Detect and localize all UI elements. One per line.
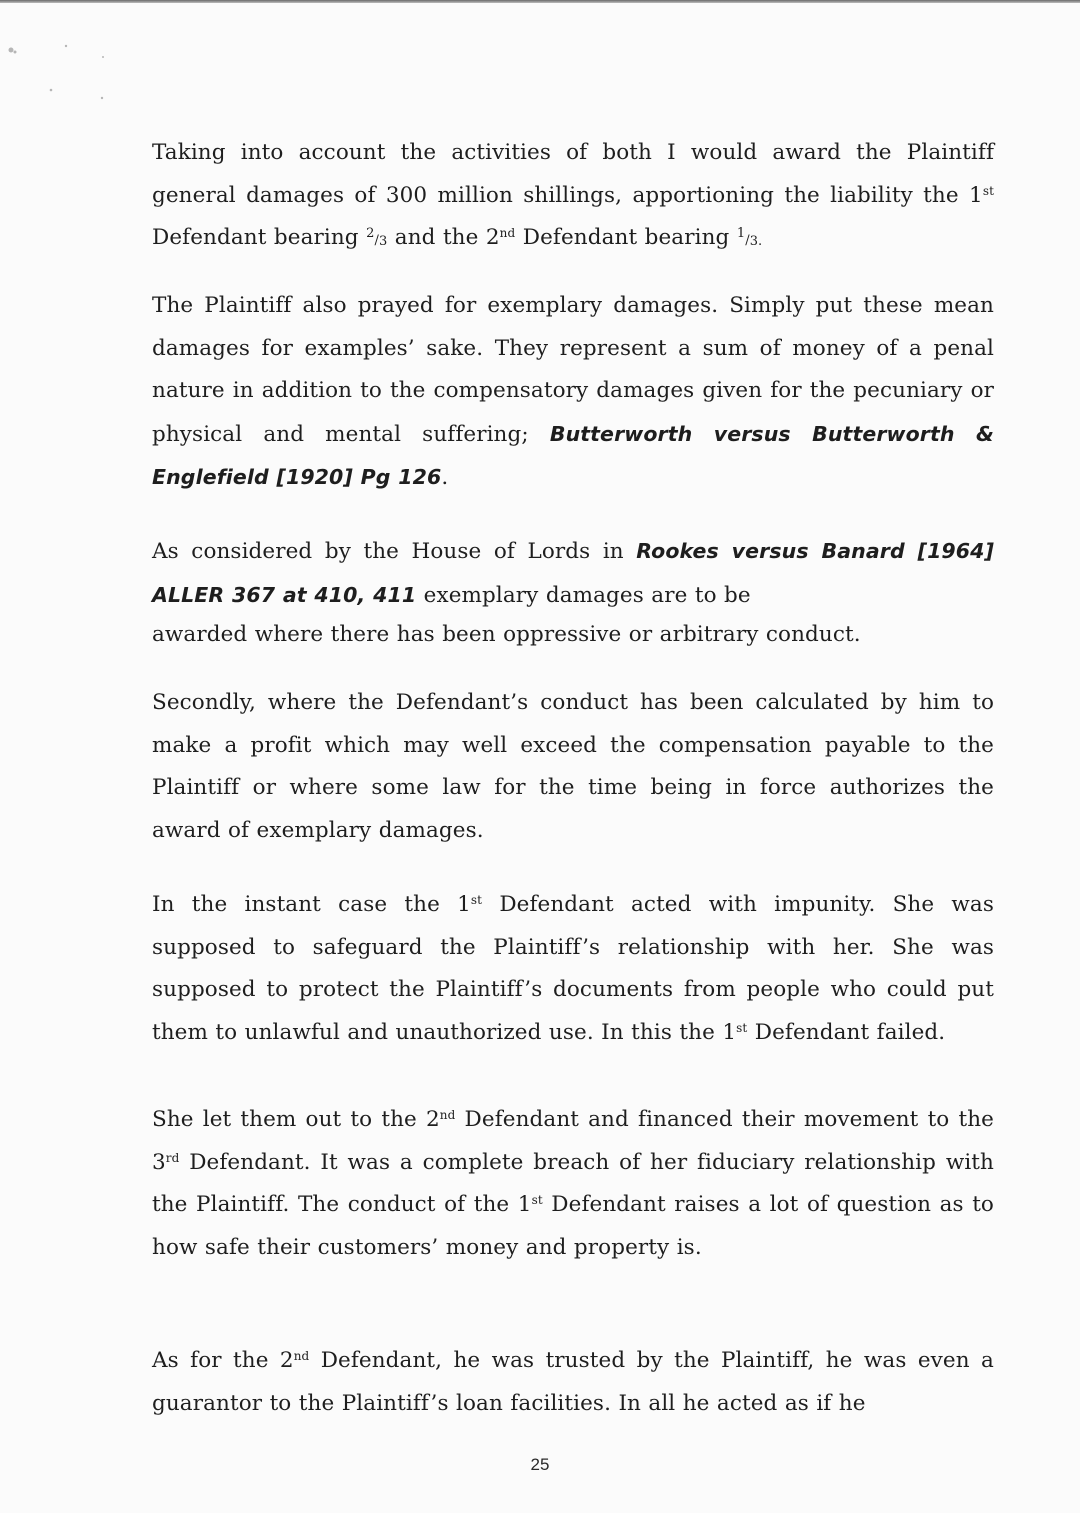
text-run: Secondly, where the Defendant’s conduct has been calculated by him to make a profit which may well exceed the compensation payable to the Plaintiff or where some law for the time being in force authorizes the award of exemplary damages. [152,690,994,843]
paragraph-house-of-lords [152,530,994,653]
ordinal-suffix: st [470,893,483,907]
text-run: Defendant acted with impunity. She was supposed to safeguard the Plaintiff’s relationship with her. She was supposed to protect the Plaintiff’s documents from people who could put them to unlawful and unauthorized use. In this the 1 [152,892,994,1045]
ordinal-suffix: nd [499,226,516,240]
text-run: and the 2 [387,225,500,250]
text-run: exemplary damages are to be [416,582,751,608]
ordinal-suffix: nd [293,1349,310,1363]
fraction-numerator: 2 [366,226,375,241]
fraction-denominator: 3. [749,234,763,249]
scan-top-edge [0,0,1080,3]
ordinal-suffix: rd [165,1150,180,1165]
fraction-denominator: 3 [378,234,388,249]
ordinal-suffix: st [982,183,994,198]
page-number: 25 [530,1455,550,1474]
ordinal-suffix: st [736,1020,748,1035]
fraction-two-thirds: 2/3 [366,226,388,249]
ordinal-suffix: st [531,1193,543,1207]
scan-specks [0,0,140,110]
paragraph-fiduciary-breach [152,1099,994,1269]
text-run: awarded where there has been oppressive or arbitrary conduct. [152,622,861,647]
paragraph-second-defendant [152,1340,994,1425]
paragraph-general-damages [152,132,994,260]
case-citation: Rookes versus Banard [1964] ALLER 367 at 410, 411 [152,539,994,607]
text-run: Taking into account the activities of both I would award the Plaintiff general damages of 300 million shillings, apportioning the liability the 1 [152,140,994,208]
paragraph-instant-case [152,884,994,1054]
text-run: . [441,465,449,490]
text-run: In the instant case the 1 [152,892,471,917]
text-run: Defendant raises a lot of question as to how safe their customers’ money and property is. [152,1192,994,1260]
case-citation: Butterworth versus Butterworth & Englefield [1920] Pg 126 [152,421,994,489]
text-run: Defendant, he was trusted by the Plaintiff, he was even a guarantor to the Plaintiff’s loan facilities. In all he acted as if he [152,1348,994,1416]
text-run: Defendant bearing [515,225,737,250]
text-run: Defendant. It was a complete breach of her fiduciary relationship with the Plaintiff. The conduct of the 1 [152,1149,994,1217]
text-run: Defendant failed. [747,1019,946,1045]
paragraph-secondly [152,682,994,852]
text-run: As considered by the House of Lords in [152,539,637,564]
fraction-numerator: 1 [736,226,746,241]
text-run: She let them out to the 2 [152,1107,440,1132]
ordinal-suffix: nd [439,1108,456,1122]
text-run: Defendant bearing [152,225,367,250]
text-run: The Plaintiff also prayed for exemplary damages. Simply put these mean damages for examples’ sake. They represent a sum of money of a penal nature in addition to the compensatory damages given for the pecuniary or physical and mental suffering; [152,293,994,447]
fraction-one-third: 1/3. [736,226,763,249]
text-run: Defendant and financed their movement to the 3 [152,1107,995,1175]
paragraph-exemplary-damages [152,285,994,500]
text-run: As for the 2 [152,1348,294,1373]
